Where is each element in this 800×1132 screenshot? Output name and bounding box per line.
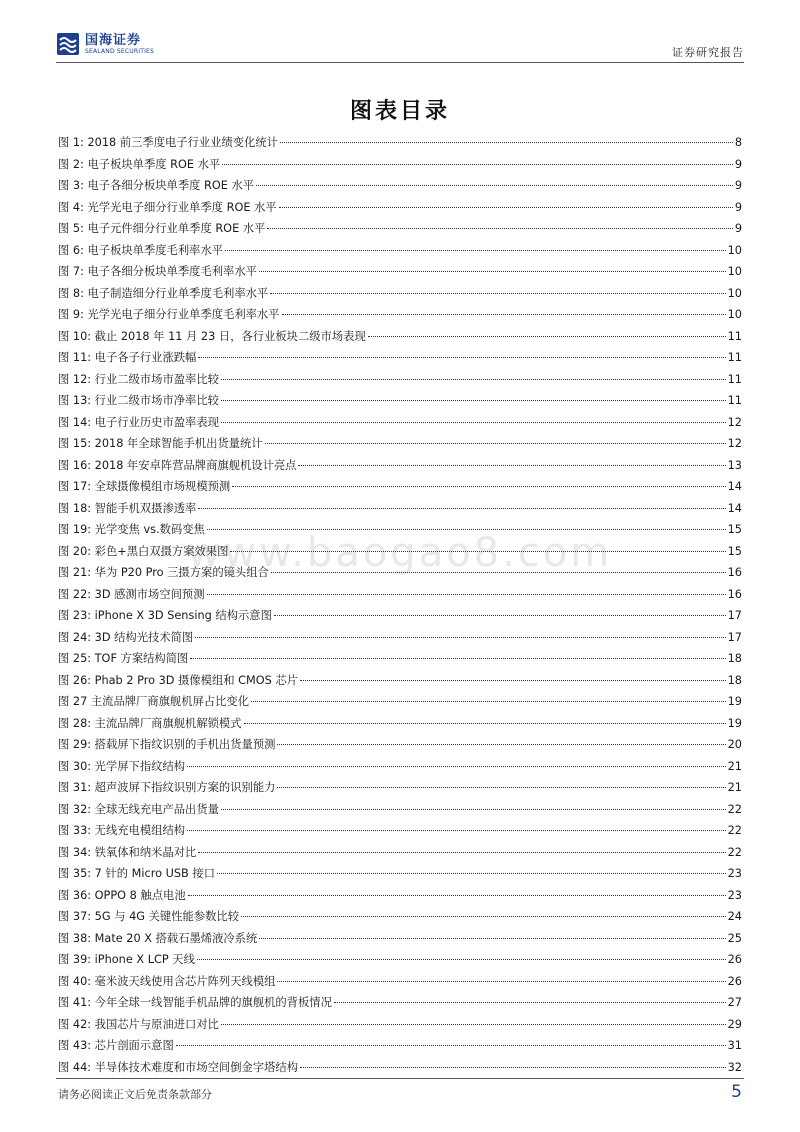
toc-entry[interactable] [58, 263, 742, 285]
toc-entry-page: 17 [727, 630, 742, 644]
toc-entry-page: 10 [727, 265, 742, 278]
toc-entry-page: 17 [727, 609, 742, 622]
toc-entry[interactable] [58, 371, 742, 393]
toc-entry-page: 21 [727, 759, 742, 773]
toc-dot-leader [300, 680, 726, 681]
toc-entry[interactable] [58, 715, 742, 737]
company-name-en: SEALAND SECURITIES [85, 47, 155, 55]
toc-entry[interactable] [58, 478, 742, 500]
toc-dot-leader [251, 701, 726, 702]
footer-divider [56, 1078, 744, 1079]
toc-entry-page: 9 [734, 200, 742, 214]
toc-entry-page: 23 [727, 888, 742, 902]
toc-entry-label: 图 15: 2018 年全球智能手机出货量统计 [58, 437, 263, 450]
toc-entry[interactable] [58, 736, 742, 758]
toc-entry-label: 图 18: 智能手机双摄渗透率 [58, 501, 197, 515]
toc-dot-leader [256, 185, 733, 186]
toc-entry-label: 图 17: 全球摄像模组市场规模预测 [58, 480, 231, 493]
toc-dot-leader [187, 766, 726, 767]
toc-entry[interactable] [58, 306, 742, 328]
toc-dot-leader [198, 357, 725, 358]
toc-entry-label: 图 8: 电子制造细分行业单季度毛利率水平 [58, 286, 269, 300]
toc-dot-leader [277, 981, 725, 982]
toc-entry-page: 9 [734, 179, 742, 192]
toc-entry[interactable] [58, 328, 742, 350]
toc-entry-page: 31 [727, 1039, 742, 1052]
toc-entry-page: 19 [727, 716, 742, 730]
toc-entry-page: 8 [734, 136, 742, 149]
toc-entry[interactable] [58, 285, 742, 307]
page-header [56, 32, 744, 66]
figure-list [58, 134, 742, 1080]
toc-entry-label: 图 21: 华为 P20 Pro 三摄方案的镜头组合 [58, 566, 269, 579]
toc-entry-page: 22 [727, 802, 742, 816]
sealand-logo-icon [56, 32, 80, 56]
toc-dot-leader [298, 465, 725, 466]
toc-dot-leader [197, 959, 726, 960]
toc-entry-page: 9 [734, 157, 742, 171]
toc-entry-label: 图 29: 搭载屏下指纹识别的手机出货量预测 [58, 738, 276, 751]
toc-entry-page: 16 [727, 566, 742, 579]
toc-dot-leader [267, 228, 732, 229]
toc-entry-page: 11 [727, 351, 742, 364]
toc-dot-leader [277, 744, 725, 745]
toc-entry[interactable] [58, 801, 742, 823]
toc-entry-label: 图 2: 电子板块单季度 ROE 水平 [58, 157, 221, 171]
toc-entry[interactable] [58, 930, 742, 952]
toc-entry[interactable] [58, 994, 742, 1016]
toc-entry-page: 29 [727, 1017, 742, 1031]
toc-entry[interactable] [58, 543, 742, 565]
toc-entry[interactable] [58, 586, 742, 608]
toc-dot-leader [225, 250, 726, 251]
toc-dot-leader [195, 637, 725, 638]
toc-entry-page: 12 [727, 415, 742, 429]
toc-entry[interactable] [58, 392, 742, 414]
toc-entry-page: 11 [727, 394, 742, 407]
toc-entry[interactable] [58, 758, 742, 780]
page-number: 5 [731, 1082, 742, 1102]
toc-entry-page: 16 [727, 587, 742, 601]
toc-dot-leader [279, 207, 733, 208]
toc-entry-label: 图 35: 7 针的 Micro USB 接口 [58, 867, 215, 880]
toc-dot-leader [221, 379, 726, 380]
toc-entry-page: 10 [727, 243, 742, 257]
toc-entry-page: 25 [727, 931, 742, 945]
toc-entry-label: 图 39: iPhone X LCP 天线 [58, 953, 195, 966]
toc-entry-label: 图 25: TOF 方案结构简图 [58, 652, 189, 665]
toc-entry-page: 21 [727, 781, 742, 794]
toc-entry[interactable] [58, 414, 742, 436]
report-type: 证券研究报告 [672, 46, 744, 59]
toc-dot-leader [217, 873, 726, 874]
page-title: 图表目录 [349, 99, 450, 124]
toc-entry-label: 图 20: 彩色+黑白双摄方案效果图 [58, 544, 229, 558]
toc-dot-leader [265, 443, 726, 444]
toc-entry-page: 10 [727, 286, 742, 300]
toc-entry-label: 图 38: Mate 20 X 搭载石墨烯液冷系统 [58, 931, 258, 945]
toc-dot-leader [241, 916, 726, 917]
toc-entry-label: 图 43: 芯片剖面示意图 [58, 1039, 174, 1052]
toc-entry[interactable] [58, 500, 742, 522]
toc-dot-leader [190, 658, 725, 659]
toc-entry[interactable] [58, 564, 742, 586]
toc-entry-label: 图 44: 半导体技术难度和市场空间倒金字塔结构 [58, 1060, 299, 1074]
toc-dot-leader [230, 551, 725, 552]
toc-dot-leader [368, 336, 726, 337]
toc-dot-leader [274, 615, 726, 616]
toc-entry[interactable] [58, 177, 742, 199]
toc-entry-page: 13 [727, 458, 742, 472]
toc-entry-page: 27 [727, 996, 742, 1009]
toc-entry-page: 10 [727, 308, 742, 321]
toc-entry-label: 图 3: 电子各细分板块单季度 ROE 水平 [58, 179, 255, 192]
toc-entry-label: 图 24: 3D 结构光技术简图 [58, 630, 194, 644]
toc-entry-label: 图 7: 电子各细分板块单季度毛利率水平 [58, 265, 257, 278]
toc-dot-leader [222, 164, 733, 165]
toc-entry-label: 图 14: 电子行业历史市盈率表现 [58, 415, 219, 429]
toc-entry-label: 图 37: 5G 与 4G 关键性能参数比较 [58, 910, 239, 923]
toc-entry-page: 20 [727, 738, 742, 751]
toc-entry-label: 图 12: 行业二级市场市盈率比较 [58, 372, 219, 386]
toc-entry-page: 26 [727, 953, 742, 966]
toc-entry-label: 图 5: 电子元件细分行业单季度 ROE 水平 [58, 222, 266, 235]
toc-entry[interactable] [58, 844, 742, 866]
toc-dot-leader [300, 1067, 726, 1068]
disclaimer-note: 请务必阅读正文后免责条款部分 [58, 1088, 212, 1101]
toc-dot-leader [187, 830, 726, 831]
toc-dot-leader [176, 1045, 726, 1046]
toc-entry[interactable] [58, 457, 742, 479]
toc-entry-label: 图 6: 电子板块单季度毛利率水平 [58, 243, 224, 257]
toc-entry[interactable] [58, 156, 742, 178]
toc-entry[interactable] [58, 650, 742, 672]
toc-entry[interactable] [58, 973, 742, 995]
toc-entry-page: 14 [727, 480, 742, 493]
toc-entry-page: 15 [727, 544, 742, 558]
toc-entry-label: 图 23: iPhone X 3D Sensing 结构示意图 [58, 609, 272, 622]
toc-entry-page: 11 [727, 372, 742, 386]
toc-entry-page: 18 [727, 673, 742, 687]
toc-dot-leader [198, 852, 725, 853]
toc-entry-page: 24 [727, 910, 742, 923]
toc-dot-leader [221, 809, 726, 810]
toc-entry[interactable] [58, 822, 742, 844]
toc-dot-leader [221, 400, 726, 401]
toc-dot-leader [221, 1024, 726, 1025]
toc-dot-leader [280, 142, 733, 143]
toc-entry[interactable] [58, 693, 742, 715]
toc-dot-leader [270, 293, 725, 294]
toc-entry[interactable] [58, 435, 742, 457]
toc-entry[interactable] [58, 349, 742, 371]
toc-entry[interactable] [58, 1016, 742, 1038]
toc-entry-label: 图 26: Phab 2 Pro 3D 摄像模组和 CMOS 芯片 [58, 673, 299, 687]
toc-dot-leader [282, 314, 726, 315]
toc-dot-leader [334, 1002, 726, 1003]
toc-entry[interactable] [58, 134, 742, 156]
toc-entry[interactable] [58, 220, 742, 242]
toc-entry[interactable] [58, 629, 742, 651]
toc-entry-page: 15 [727, 523, 742, 536]
toc-entry[interactable] [58, 1037, 742, 1059]
company-logo [56, 32, 154, 56]
toc-entry-page: 19 [727, 695, 742, 708]
header-divider [56, 62, 744, 63]
toc-entry-label: 图 42: 我国芯片与原油进口对比 [58, 1017, 219, 1031]
toc-entry-label: 图 32: 全球无线充电产品出货量 [58, 802, 219, 816]
toc-entry-label: 图 31: 超声波屏下指纹识别方案的识别能力 [58, 781, 276, 794]
toc-entry[interactable] [58, 521, 742, 543]
company-name-cn: 国海证券 [85, 32, 142, 48]
toc-entry-page: 22 [727, 845, 742, 859]
toc-entry-label: 图 36: OPPO 8 触点电池 [58, 888, 186, 902]
toc-entry[interactable] [58, 887, 742, 909]
toc-entry-page: 32 [727, 1060, 742, 1074]
toc-entry-label: 图 9: 光学光电子细分行业单季度毛利率水平 [58, 308, 280, 321]
toc-dot-leader [244, 723, 726, 724]
toc-entry-label: 图 13: 行业二级市场市净率比较 [58, 394, 219, 407]
toc-entry[interactable] [58, 199, 742, 221]
toc-dot-leader [207, 529, 726, 530]
toc-entry-label: 图 22: 3D 感测市场空间预测 [58, 587, 205, 601]
toc-dot-leader [271, 572, 726, 573]
toc-entry-page: 9 [734, 222, 742, 235]
toc-dot-leader [221, 422, 726, 423]
toc-entry-label: 图 27 主流品牌厂商旗舰机屏占比变化 [58, 695, 250, 708]
toc-entry-page: 14 [727, 501, 742, 515]
toc-entry[interactable] [58, 779, 742, 801]
toc-entry-page: 18 [727, 652, 742, 665]
toc-entry[interactable] [58, 242, 742, 264]
toc-entry-label: 图 4: 光学光电子细分行业单季度 ROE 水平 [58, 200, 277, 214]
toc-entry-label: 图 10: 截止 2018 年 11 月 23 日，各行业板块二级市场表现 [58, 329, 366, 343]
toc-entry-label: 图 33: 无线充电模组结构 [58, 824, 186, 837]
toc-entry-page: 23 [727, 867, 742, 880]
toc-entry-page: 22 [727, 824, 742, 837]
toc-entry-label: 图 40: 毫米波天线使用含芯片阵列天线模组 [58, 974, 276, 988]
toc-entry-label: 图 30: 光学屏下指纹结构 [58, 759, 186, 773]
toc-dot-leader [277, 787, 725, 788]
toc-entry-label: 图 28: 主流品牌厂商旗舰机解锁模式 [58, 716, 242, 730]
toc-entry[interactable] [58, 908, 742, 930]
toc-entry-page: 12 [727, 437, 742, 450]
toc-dot-leader [232, 486, 725, 487]
toc-dot-leader [207, 594, 726, 595]
toc-entry-page: 11 [727, 329, 742, 343]
watermark: www.baogao8.com [187, 530, 613, 576]
toc-entry-page: 26 [727, 974, 742, 988]
toc-entry[interactable] [58, 951, 742, 973]
toc-entry[interactable] [58, 607, 742, 629]
toc-entry-label: 图 16: 2018 年安卓阵营品牌商旗舰机设计亮点 [58, 458, 297, 472]
toc-dot-leader [259, 938, 725, 939]
toc-entry-label: 图 1: 2018 前三季度电子行业业绩变化统计 [58, 136, 278, 149]
toc-entry[interactable] [58, 1059, 742, 1081]
toc-entry[interactable] [58, 865, 742, 887]
toc-entry[interactable] [58, 672, 742, 694]
toc-entry-label: 图 41: 今年全球一线智能手机品牌的旗舰机的背板情况 [58, 996, 332, 1009]
toc-dot-leader [259, 271, 726, 272]
toc-entry-label: 图 34: 铁氧体和纳米晶对比 [58, 845, 197, 859]
toc-dot-leader [188, 895, 726, 896]
toc-dot-leader [198, 508, 725, 509]
toc-entry-label: 图 19: 光学变焦 vs.数码变焦 [58, 523, 205, 536]
toc-entry-label: 图 11: 电子各子行业涨跌幅 [58, 351, 197, 364]
